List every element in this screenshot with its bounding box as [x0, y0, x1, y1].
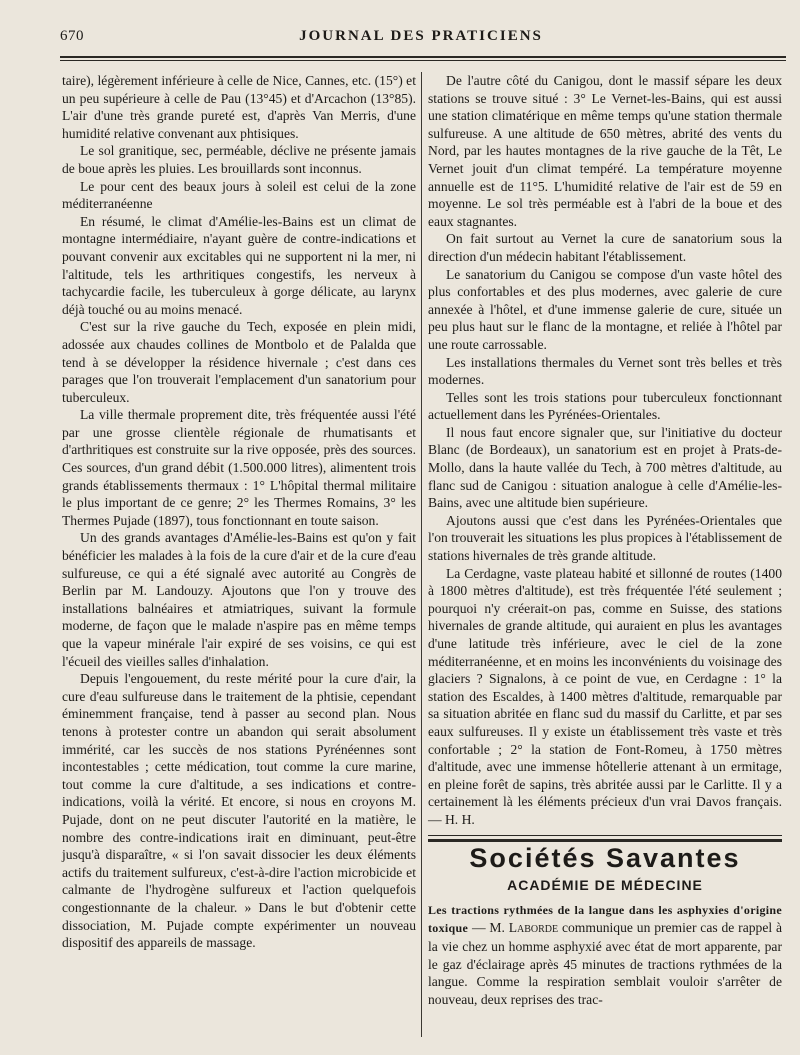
header-rule-thin	[60, 60, 786, 61]
paragraph: De l'autre côté du Canigou, dont le massif sépare les deux stations se trouve situé : 3° Le Vernet-les-Bains, qui est aussi une station climatérique en même temps qu'une station thermale sulfureuse. A une altitude de 650 mètres, abrité des vents du Nord, par les hautes montagnes de la rive gauche de la Têt, Le Vernet jouit d'un climat tempéré. La température moyenne annuelle est de 11°5. L'humidité relative de l'air est de 59 en moyenne. Le sol très perméable est à l'abri de la boue et des eaux stagnantes.	[428, 73, 782, 229]
paragraph: La ville thermale proprement dite, très fréquentée aussi l'été par une grosse clientèle régionale de rhumatisants et d'arthritiques est construite sur la rive opposée, près des sources. Ces sources, d'un grand débit (1.500.000 litres), alimentent trois grands établissements thermaux : 1° L'hôpital thermal militaire le plus important de ce genre; 2° les Thermes Romains, 3° les Thermes Pujade (1897), tous fonctionnant en toute saison.	[62, 407, 416, 528]
paragraph: La Cerdagne, vaste plateau habité et sillonné de routes (1400 à 1800 mètres d'altitude), est très fréquentée l'été seulement ; pourquoi n'y créerait-on pas, comme en Suisse, des stations hivernales de grande altitude, qui auraient en plus les avantages d'une latitude très inférieure, avec le ciel de la zone méditerranéenne, et en moins les inconvénients du voisinage des glaciers ? Signalons, à ce point de vue, en Cerdagne : 1° la station des Escaldes, à 1400 mètres d'altitude, remarquable par sa situation abritée en flanc sud du massif du Carlitte, et par ses eaux sulfureuses. Il y existe un établissement très vaste et très confortable ; 2° la station de Font-Romeu, à 1750 mètres d'altitude, avec une immense hôtellerie attenant à un ermitage, en pleine forêt de sapins, très abritée aussi par le Carlitte. Il y a certainement là les éléments précieux d'un vrai Davos français. — H. H.	[428, 565, 782, 827]
section-rule-thick	[428, 839, 782, 842]
paragraph: En résumé, le climat d'Amélie-les-Bains est un climat de montagne intermédiaire, n'ayant guère de contre-indications et pouvant convenir aux excitables qui ne supportent ni la mer, ni l'altitude, tels les arthritiques congestifs, les nerveux à tachycardie facile, les tuberculeux à gorge délicate, au larynx déjà touché ou au moins menacé.	[62, 213, 416, 317]
article-paragraph	[428, 901, 782, 1009]
paragraph: Telles sont les trois stations pour tuberculeux fonctionnant actuellement dans les Pyrénées-Orientales.	[428, 389, 782, 423]
paragraph: taire), légèrement inférieure à celle de Nice, Cannes, etc. (15°) et un peu supérieure à celle de Pau (13°45) et d'Arcachon (13°85). L'air d'une très grande pureté est, d'après Van Merris, d'une humidité relative convenant aux phtisiques.	[62, 73, 416, 141]
article-body: communique un premier cas de rappel à la vie chez un homme asphyxié avec état de mort apparente, par le gaz d'éclairage après 45 minutes de tractions rythmées de la langue. Comme la respiration semblait vouloir s'arrêter de nouveau, deux reprises des trac-	[428, 920, 782, 1007]
column-divider	[421, 72, 422, 1037]
left-column	[62, 72, 416, 952]
section-title: Sociétés Savantes	[469, 842, 741, 873]
paragraph: Le sanatorium du Canigou se compose d'un vaste hôtel des plus confortables et des plus modernes, avec galerie de cure annexée à l'hôtel, et d'une immense galerie de cure, située un peu plus haut sur le flanc de la montagne, et reliée à l'hôtel par une route carrossable.	[428, 266, 782, 352]
article-dash: — M.	[468, 920, 509, 936]
section-rule	[428, 835, 782, 836]
page-number: 670	[60, 28, 84, 44]
header-rule	[60, 56, 786, 58]
paragraph: Le pour cent des beaux jours à soleil est celui de la zone méditerranéenne	[62, 178, 416, 212]
paragraph: Le sol granitique, sec, perméable, déclive ne présente jamais de boue après les pluies. Les brouillards sont inconnus.	[62, 143, 416, 176]
paragraph: C'est sur la rive gauche du Tech, exposée en plein midi, adossée aux chaudes collines de Montbolo et de Palalda que tend à se développer la résidence hivernale ; c'est dans ces parages que l'on trouverait l'emplacement d'un sanatorium pour tuberculeux.	[62, 319, 416, 405]
paragraph: On fait surtout au Vernet la cure de sanatorium sous la direction d'un médecin habitant l'établissement.	[428, 231, 782, 264]
paragraph: Depuis l'engouement, du reste mérité pour la cure d'air, la cure d'eau sulfureuse dans le traitement de la phtisie, cependant éminemment française, tend à passer au second plan. Nous tenons à protester contre un abandon qui serait absolument immérité, car les succès de nos stations Pyrénéennes sont incontestables ; cette médication, tout comme la cure marine, tout comme la cure d'altitude, a ses indications et contre-indications, voilà la vérité. Et encore, si nous en croyons M. Pujade, dont on ne peut discuter l'autorité en la matière, le nombre des contre-indications irait en diminuant, peut-être jusqu'à disparaître, « si l'on savait dissocier les deux éléments actifs du traitement sulfureux, c'est-à-dire l'action microbicide et calmante de l'hydrogène sulfureux et l'action quelquefois congestionnante de la chaleur. » Dans le but d'obtenir cette dissociation, M. Pujade compte expérimenter un nouveau dispositif des appareils de massage.	[62, 671, 416, 951]
page-header	[60, 28, 782, 52]
journal-title: JOURNAL DES PRATICIENS	[299, 28, 543, 44]
subsection-title: ACADÉMIE DE MÉDECINE	[507, 877, 703, 894]
paragraph: Un des grands avantages d'Amélie-les-Bains est qu'on y fait bénéficier les malades à la fois de la cure d'air et de la cure d'eau sulfureuse, ce qui a été signalé avec autorité au Congrès de Berlin par M. Landouzy. Ajoutons que l'on y trouve des installations balnéaires et atmiatriques, suivant la formule moderne, de façon que le malade n'aspire pas en même temps que la vapeur minérale l'air expiré de ses voisins, ce qui est l'écueil des vieilles salles d'inhalation.	[62, 530, 416, 669]
article-author: Laborde	[508, 920, 559, 936]
right-column	[428, 72, 782, 1008]
article-lead-in: Les tractions rythmées de la langue dans les asphyxies d'origine toxique	[428, 902, 782, 936]
paragraph: Les installations thermales du Vernet sont très belles et très modernes.	[428, 354, 782, 388]
paragraph: Il nous faut encore signaler que, sur l'initiative du docteur Blanc (de Bordeaux), un sanatorium est en projet à Prats-de-Mollo, dans la haute vallée du Tech, à 700 mètres d'altitude, au flanc sud de Canigou : situation analogue à celle d'Amélie-les-Bains, avec une altitude bien supérieure.	[428, 424, 782, 511]
paragraph: Ajoutons aussi que c'est dans les Pyrénées-Orientales que l'on trouverait les situations les plus propices à l'établissement de stations hivernales de très grande altitude.	[428, 512, 782, 564]
